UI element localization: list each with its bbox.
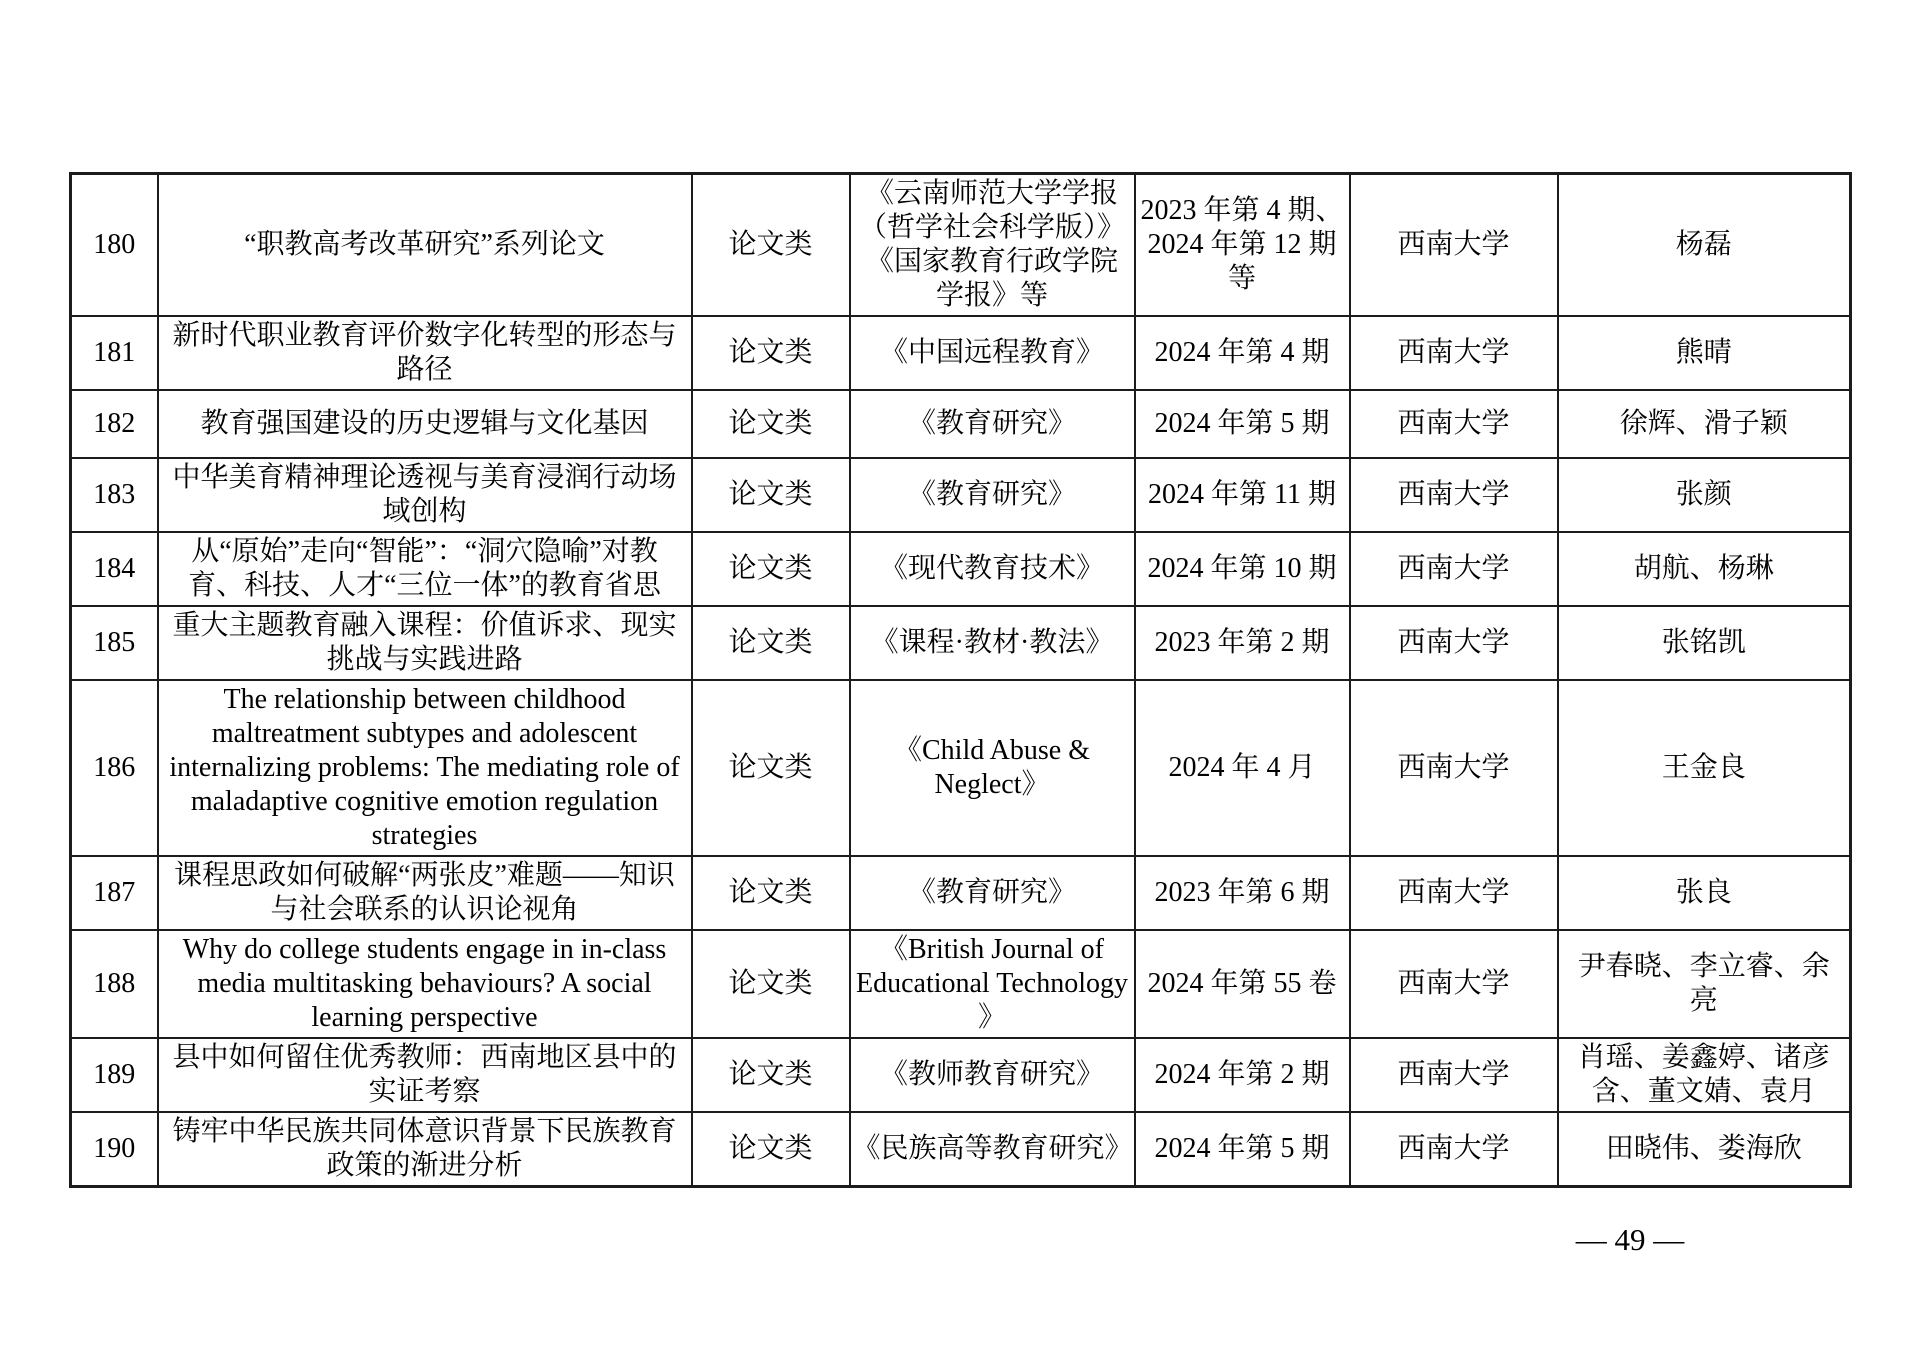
issue-cell: 2024 年第 55 卷 [1135,930,1350,1038]
category-cell: 论文类 [692,532,850,606]
university-cell: 西南大学 [1350,680,1558,856]
authors-cell: 尹春晓、李立睿、余亮 [1558,930,1851,1038]
title-cell: 从“原始”走向“智能”：“洞穴隐喻”对教育、科技、人才“三位一体”的教育省思 [158,532,692,606]
row-number-cell: 182 [71,390,158,458]
row-number-cell: 190 [71,1112,158,1187]
row-number-cell: 180 [71,174,158,317]
title-cell: 铸牢中华民族共同体意识背景下民族教育政策的渐进分析 [158,1112,692,1187]
journal-cell: 《民族高等教育研究》 [850,1112,1135,1187]
authors-cell: 胡航、杨琳 [1558,532,1851,606]
issue-cell: 2023 年第 4 期、2024 年第 12 期等 [1135,174,1350,317]
issue-cell: 2024 年第 5 期 [1135,1112,1350,1187]
title-cell: 县中如何留住优秀教师：西南地区县中的实证考察 [158,1038,692,1112]
authors-cell: 张良 [1558,856,1851,930]
university-cell: 西南大学 [1350,316,1558,390]
table-row [71,174,1851,317]
category-cell: 论文类 [692,1112,850,1187]
authors-cell: 熊晴 [1558,316,1851,390]
issue-cell: 2024 年第 11 期 [1135,458,1350,532]
title-cell: 新时代职业教育评价数字化转型的形态与路径 [158,316,692,390]
journal-cell: 《British Journal of Educational Technology 》 [850,930,1135,1038]
title-cell: 中华美育精神理论透视与美育浸润行动场域创构 [158,458,692,532]
category-cell: 论文类 [692,458,850,532]
title-cell: The relationship between childhood maltreatment subtypes and adolescent internalizing problems: The mediating role of maladaptive cognitive emotion regulation strategies [158,680,692,856]
category-cell: 论文类 [692,1038,850,1112]
university-cell: 西南大学 [1350,390,1558,458]
university-cell: 西南大学 [1350,532,1558,606]
title-cell: 课程思政如何破解“两张皮”难题——知识与社会联系的认识论视角 [158,856,692,930]
category-cell: 论文类 [692,606,850,680]
journal-cell: 《Child Abuse & Neglect》 [850,680,1135,856]
issue-cell: 2024 年 4 月 [1135,680,1350,856]
category-cell: 论文类 [692,930,850,1038]
row-number-cell: 184 [71,532,158,606]
table-row [71,1038,1851,1112]
table-row [71,930,1851,1038]
row-number-cell: 183 [71,458,158,532]
issue-cell: 2024 年第 2 期 [1135,1038,1350,1112]
issue-cell: 2023 年第 2 期 [1135,606,1350,680]
authors-cell: 张颜 [1558,458,1851,532]
title-cell: Why do college students engage in in-class media multitasking behaviours? A social learning perspective [158,930,692,1038]
category-cell: 论文类 [692,856,850,930]
journal-cell: 《云南师范大学学报（哲学社会科学版）》《国家教育行政学院学报》等 [850,174,1135,317]
row-number-cell: 189 [71,1038,158,1112]
row-number-cell: 185 [71,606,158,680]
row-number-cell: 186 [71,680,158,856]
table-row [71,532,1851,606]
issue-cell: 2023 年第 6 期 [1135,856,1350,930]
authors-cell: 杨磊 [1558,174,1851,317]
issue-cell: 2024 年第 5 期 [1135,390,1350,458]
table-row [71,680,1851,856]
university-cell: 西南大学 [1350,856,1558,930]
authors-cell: 田晓伟、娄海欣 [1558,1112,1851,1187]
authors-cell: 肖瑶、姜鑫婷、诸彦含、董文婧、袁月 [1558,1038,1851,1112]
category-cell: 论文类 [692,390,850,458]
journal-cell: 《中国远程教育》 [850,316,1135,390]
table-row [71,856,1851,930]
table-row [71,390,1851,458]
issue-cell: 2024 年第 10 期 [1135,532,1350,606]
publications-table-body [71,174,1851,1187]
table-row [71,458,1851,532]
publications-table [69,172,1849,1188]
title-cell: 教育强国建设的历史逻辑与文化基因 [158,390,692,458]
authors-cell: 徐辉、滑子颖 [1558,390,1851,458]
journal-cell: 《课程·教材·教法》 [850,606,1135,680]
university-cell: 西南大学 [1350,606,1558,680]
issue-cell: 2024 年第 4 期 [1135,316,1350,390]
category-cell: 论文类 [692,174,850,317]
page-number: — 49 — [1575,1222,1685,1257]
table-row [71,606,1851,680]
title-cell: 重大主题教育融入课程：价值诉求、现实挑战与实践进路 [158,606,692,680]
journal-cell: 《教育研究》 [850,458,1135,532]
journal-cell: 《现代教育技术》 [850,532,1135,606]
table-row [71,1112,1851,1187]
title-cell: “职教高考改革研究”系列论文 [158,174,692,317]
university-cell: 西南大学 [1350,930,1558,1038]
category-cell: 论文类 [692,680,850,856]
row-number-cell: 187 [71,856,158,930]
university-cell: 西南大学 [1350,458,1558,532]
journal-cell: 《教育研究》 [850,856,1135,930]
table-row [71,316,1851,390]
university-cell: 西南大学 [1350,1038,1558,1112]
category-cell: 论文类 [692,316,850,390]
journal-cell: 《教师教育研究》 [850,1038,1135,1112]
authors-cell: 张铭凯 [1558,606,1851,680]
university-cell: 西南大学 [1350,174,1558,317]
journal-cell: 《教育研究》 [850,390,1135,458]
university-cell: 西南大学 [1350,1112,1558,1187]
publications-table-grid [69,172,1852,1188]
authors-cell: 王金良 [1558,680,1851,856]
row-number-cell: 181 [71,316,158,390]
row-number-cell: 188 [71,930,158,1038]
